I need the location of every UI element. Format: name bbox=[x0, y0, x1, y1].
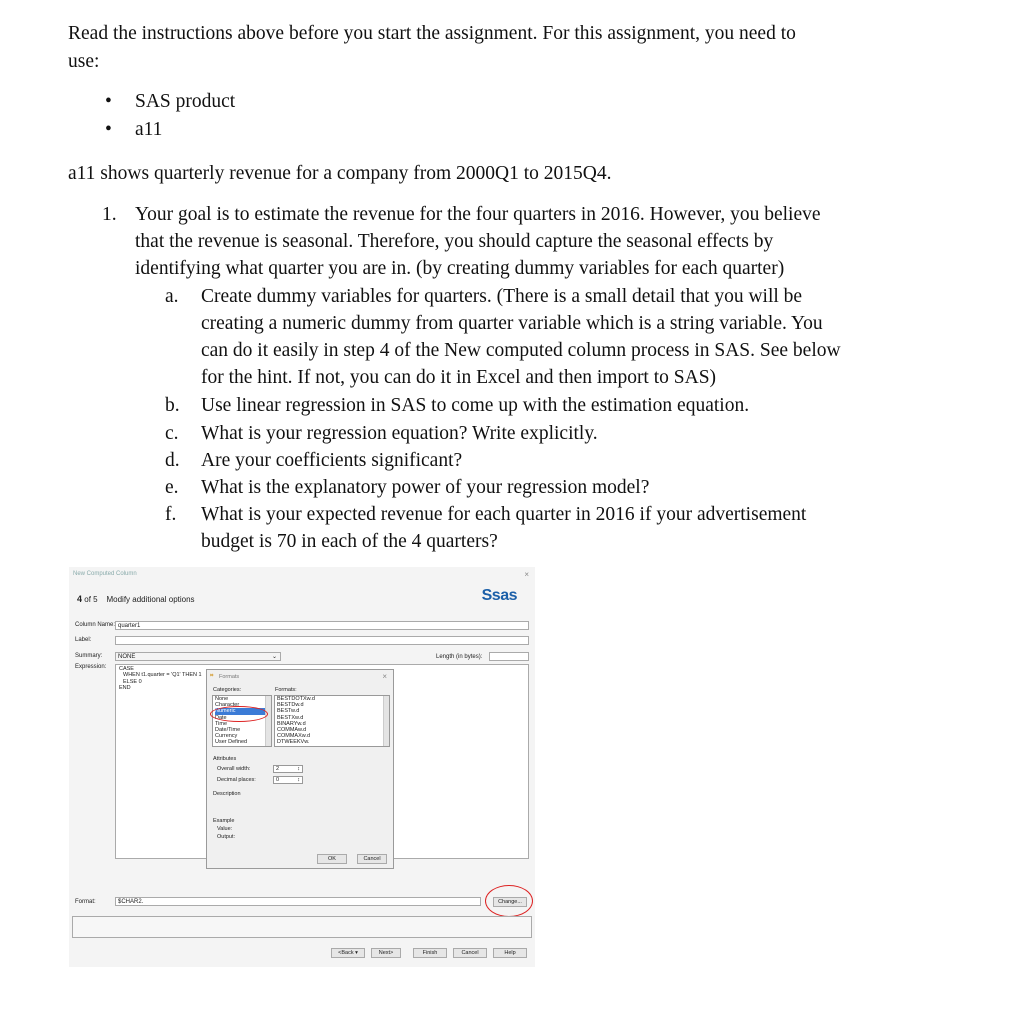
formats-popup bbox=[206, 669, 394, 869]
column-name-label: Column Name: bbox=[75, 622, 116, 628]
intro-paragraph bbox=[68, 20, 928, 76]
subitem-f: f. What is your expected revenue for each quarter in 2016 if your advertisement budget is 70 in each of the 4 quarters? bbox=[165, 504, 807, 552]
question-line: identifying what quarter you are in. (by creating dummy variables for each quarter) bbox=[135, 258, 785, 279]
sas-logo: Ssas bbox=[481, 587, 517, 604]
label-label: Label: bbox=[75, 637, 92, 643]
list-item[interactable]: BESTDOTXw.d bbox=[277, 696, 315, 702]
expression-label: Expression: bbox=[75, 664, 107, 670]
summary-label: Summary: bbox=[75, 653, 103, 659]
bullet-item: • SAS product bbox=[68, 88, 235, 116]
spinner-icon: ↕ bbox=[297, 777, 300, 783]
list-item[interactable]: BESTw.d bbox=[277, 708, 300, 715]
list-item[interactable]: None bbox=[215, 696, 229, 702]
decimal-places-label: Decimal places: bbox=[217, 777, 256, 783]
help-button[interactable]: Help bbox=[493, 948, 527, 958]
subitem-e: e. What is the explanatory power of your regression model? bbox=[165, 477, 650, 498]
format-label: Format: bbox=[75, 899, 96, 905]
new-computed-column-dialog bbox=[69, 567, 535, 967]
finish-button[interactable]: Finish bbox=[413, 948, 447, 958]
list-item[interactable]: Time bbox=[215, 720, 228, 727]
formats-label: Formats: bbox=[275, 687, 297, 693]
output-label: Output: bbox=[217, 834, 236, 840]
list-item[interactable]: User Defined bbox=[215, 739, 248, 746]
list-item[interactable]: BESTXw.d bbox=[277, 714, 304, 721]
description-box bbox=[72, 916, 532, 938]
step-indicator: 4 of 5 Modify additional options bbox=[77, 594, 195, 604]
dropdown-icon: ▾ bbox=[355, 950, 358, 956]
annotation-circle bbox=[485, 885, 533, 917]
question-1 bbox=[102, 201, 922, 282]
change-button[interactable]: Change... bbox=[493, 897, 527, 907]
format-input[interactable]: $CHAR2. bbox=[115, 897, 481, 906]
bullet-item: • a11 bbox=[68, 116, 235, 144]
example-label: Example bbox=[213, 818, 235, 824]
cancel-button[interactable]: Cancel bbox=[357, 854, 387, 864]
formats-list[interactable] bbox=[274, 695, 390, 747]
question-line: that the revenue is seasonal. Therefore, you should capture the seasonal effects by bbox=[135, 231, 774, 252]
data-description: a11 shows quarterly revenue for a company from 2000Q1 to 2015Q4. bbox=[68, 163, 612, 184]
value-label: Value: bbox=[217, 826, 233, 832]
subitem-a: a. Create dummy variables for quarters. (There is a small detail that you will be creating a numeric dummy from quarter variable which is a string variable. You can do it easily in step 4 of the New computed column process in SAS. See below for the hint. If not, you can do it in Excel and then import to SAS) bbox=[165, 286, 841, 388]
attributes-label: Attributes bbox=[213, 756, 237, 762]
subitem-d: d. Are your coefficients significant? bbox=[165, 450, 463, 471]
list-item[interactable]: COMMAw.d bbox=[277, 727, 307, 734]
list-item-selected[interactable]: Numeric bbox=[215, 708, 271, 714]
cancel-button[interactable]: Cancel bbox=[453, 948, 487, 958]
subitem-b: b. Use linear regression in SAS to come up with the estimation equation. bbox=[165, 395, 750, 416]
next-button[interactable]: Next> bbox=[371, 948, 401, 958]
list-item[interactable]: DTWEEKVw. bbox=[277, 739, 310, 746]
column-name-input[interactable]: quarter1 bbox=[115, 621, 529, 630]
intro-line: use: bbox=[68, 51, 100, 72]
label-input[interactable] bbox=[115, 636, 529, 645]
spinner-icon: ↕ bbox=[297, 766, 300, 772]
formats-title: Formats bbox=[219, 674, 240, 680]
list-item[interactable]: Character bbox=[215, 702, 240, 709]
bullet-icon: • bbox=[105, 91, 112, 112]
chevron-down-icon: ⌄ bbox=[271, 654, 277, 660]
formats-icon: ⌗ bbox=[210, 673, 214, 679]
question-number: 1. bbox=[102, 204, 117, 225]
list-item[interactable]: Currency bbox=[215, 733, 238, 740]
subitem-c: c. What is your regression equation? Write explicitly. bbox=[165, 423, 598, 444]
expression-editor[interactable]: CASE WHEN t1.quarter = 'Q1' THEN 1 ELSE 0 END bbox=[115, 664, 529, 859]
scrollbar[interactable] bbox=[265, 696, 271, 746]
list-item[interactable]: BESTDw.d bbox=[277, 702, 304, 709]
question-line: Your goal is to estimate the revenue for the four quarters in 2016. However, you believe bbox=[135, 204, 821, 225]
ok-button[interactable]: OK bbox=[317, 854, 347, 864]
description-label: Description bbox=[213, 791, 241, 797]
list-item[interactable]: Date bbox=[215, 714, 227, 721]
close-icon[interactable]: × bbox=[382, 672, 387, 681]
length-label: Length (in bytes): bbox=[436, 654, 483, 660]
list-item[interactable]: BINARYw.d bbox=[277, 720, 306, 727]
bullet-icon: • bbox=[105, 119, 112, 140]
list-item[interactable]: Date/Time bbox=[215, 727, 241, 734]
length-input[interactable] bbox=[489, 652, 529, 661]
decimal-places-spinner[interactable]: 0 ↕ bbox=[273, 776, 303, 784]
annotation-circle bbox=[210, 706, 268, 722]
list-item[interactable]: COMMAXw.d bbox=[277, 733, 311, 740]
dialog-title: New Computed Column bbox=[73, 571, 137, 577]
scrollbar[interactable] bbox=[383, 696, 389, 746]
intro-line: Read the instructions above before you start the assignment. For this assignment, you need to bbox=[68, 23, 796, 44]
categories-label: Categories: bbox=[213, 687, 242, 693]
summary-select[interactable]: NONE ⌄ bbox=[115, 652, 281, 661]
back-button[interactable]: <Back ▾ bbox=[331, 948, 365, 958]
overall-width-label: Overall width: bbox=[217, 766, 251, 772]
bullet-list bbox=[68, 88, 235, 144]
overall-width-spinner[interactable]: 2 ↕ bbox=[273, 765, 303, 773]
close-icon[interactable]: × bbox=[524, 570, 529, 579]
